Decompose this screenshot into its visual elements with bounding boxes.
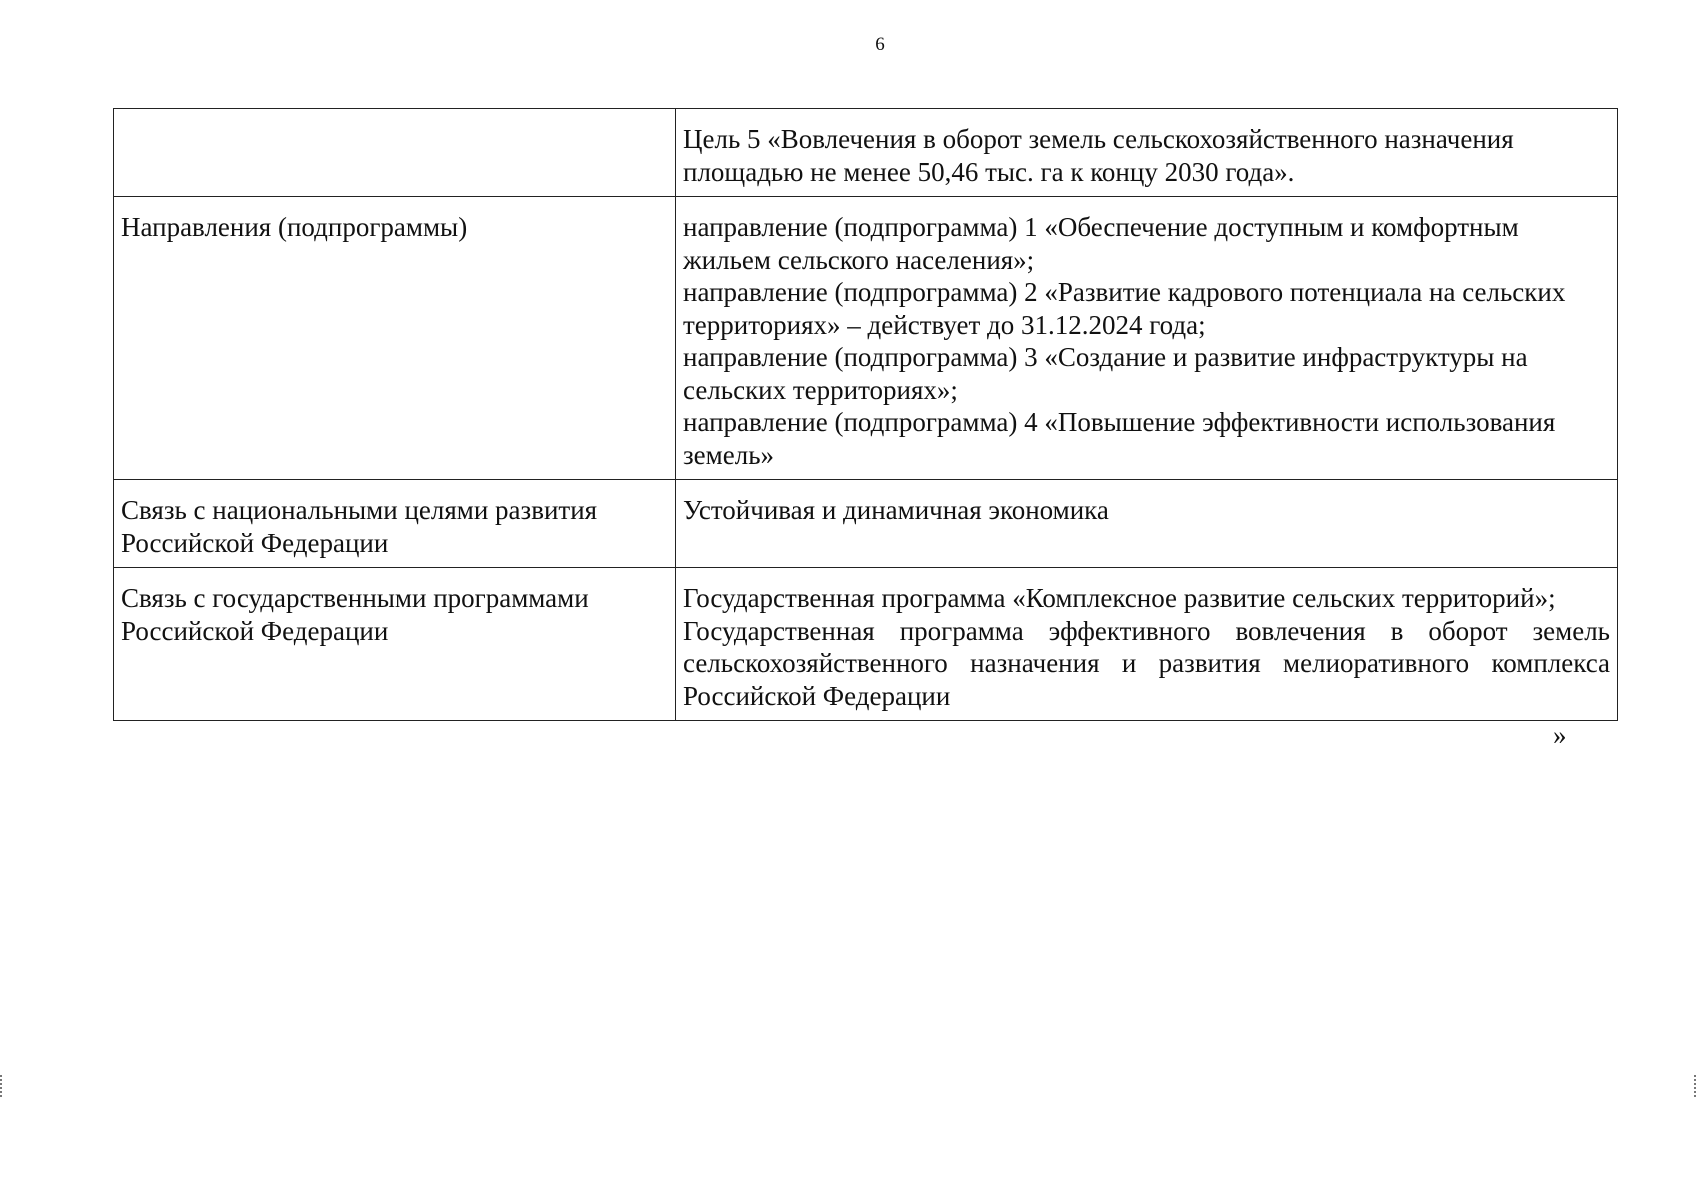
table-row: [114, 109, 1618, 197]
row-content: [676, 109, 1618, 197]
page-number: 6: [875, 34, 885, 55]
table-row: [114, 197, 1618, 480]
row-label: Связь с государственными программами Российской Федерации: [114, 568, 676, 721]
table-row: [114, 480, 1618, 568]
national-goal-text: Устойчивая и динамичная экономика: [683, 495, 1109, 525]
row-content: [676, 568, 1618, 721]
row-label: [114, 109, 676, 197]
state-program-item: Государственная программа эффективного вовлечения в оборот земель сельскохозяйственного назначения и развития мелиоративного комплекса Российской Федерации: [683, 615, 1610, 711]
closing-quote-mark: »: [1553, 720, 1567, 750]
state-program-item: Государственная программа «Комплексное развитие сельских территорий»;: [683, 583, 1556, 613]
row-label: Связь с национальными целями развития Российской Федерации: [114, 480, 676, 568]
direction-item: направление (подпрограмма) 3 «Создание и развитие инфраструктуры на сельских территориях»;: [683, 342, 1528, 405]
row-label: Направления (подпрограммы): [114, 197, 676, 480]
table-row: [114, 568, 1618, 721]
direction-item: направление (подпрограмма) 1 «Обеспечение доступным и комфортным жильем сельского населения»;: [683, 212, 1519, 275]
goal-5-text: Цель 5 «Вовлечения в оборот земель сельскохозяйственного назначения площадью не менее 50,46 тыс. га к концу 2030 года».: [683, 124, 1514, 187]
direction-item: направление (подпрограмма) 2 «Развитие кадрового потенциала на сельских территориях» – действует до 31.12.2024 года;: [683, 277, 1566, 340]
row-content: [676, 197, 1618, 480]
direction-item: направление (подпрограмма) 4 «Повышение эффективности использования земель»: [683, 407, 1556, 470]
passport-table: [113, 108, 1618, 721]
row-content: [676, 480, 1618, 568]
left-margin-mark: [0, 1075, 4, 1097]
